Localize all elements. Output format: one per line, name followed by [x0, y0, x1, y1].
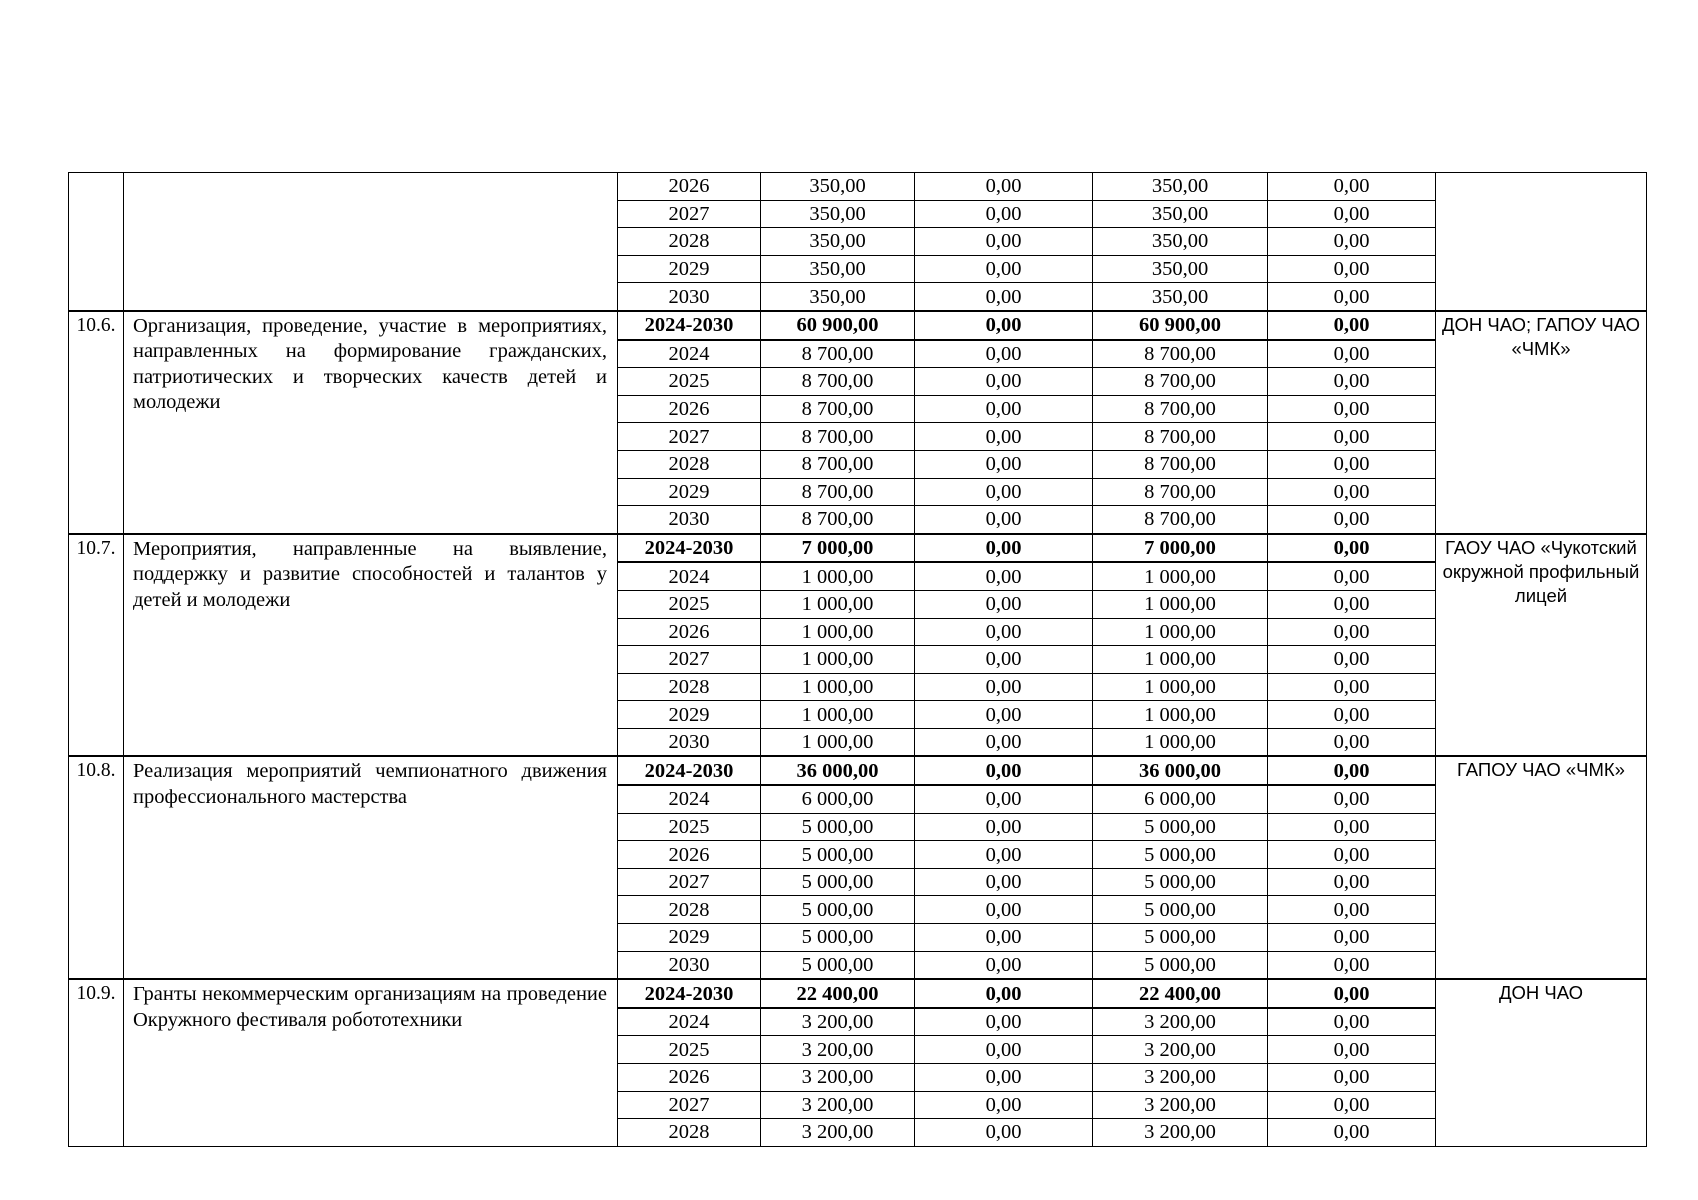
- federal-cell: 0,00: [915, 173, 1093, 201]
- year-cell: 2026: [618, 841, 761, 869]
- other-cell: 0,00: [1268, 228, 1436, 256]
- federal-cell: 0,00: [915, 841, 1093, 869]
- federal-cell: 0,00: [915, 1008, 1093, 1036]
- funding-table: [68, 172, 1647, 1147]
- federal-cell: 0,00: [915, 534, 1093, 563]
- other-cell: 0,00: [1268, 785, 1436, 813]
- section-name: Организация, проведение, участие в мероприятиях, направленных на формирование гражданских, патриотических и творческих качеств детей и молодежи: [124, 311, 618, 534]
- section-number: 10.7.: [69, 534, 124, 757]
- federal-cell: 0,00: [915, 562, 1093, 590]
- total-cell: 1 000,00: [761, 618, 915, 646]
- total-cell: 350,00: [761, 200, 915, 228]
- total-cell: 1 000,00: [761, 701, 915, 729]
- year-cell: 2025: [618, 813, 761, 841]
- year-cell: 2027: [618, 868, 761, 896]
- year-cell: 2024: [618, 340, 761, 368]
- other-cell: 0,00: [1268, 255, 1436, 283]
- federal-cell: 0,00: [915, 423, 1093, 451]
- federal-cell: 0,00: [915, 450, 1093, 478]
- regional-cell: 1 000,00: [1093, 562, 1268, 590]
- year-cell: 2027: [618, 423, 761, 451]
- year-cell: 2025: [618, 368, 761, 396]
- regional-cell: 350,00: [1093, 200, 1268, 228]
- regional-cell: 3 200,00: [1093, 1036, 1268, 1064]
- regional-cell: 5 000,00: [1093, 841, 1268, 869]
- other-cell: 0,00: [1268, 311, 1436, 340]
- federal-cell: 0,00: [915, 311, 1093, 340]
- total-cell: 1 000,00: [761, 646, 915, 674]
- regional-cell: 5 000,00: [1093, 896, 1268, 924]
- other-cell: 0,00: [1268, 368, 1436, 396]
- other-cell: 0,00: [1268, 1036, 1436, 1064]
- other-cell: 0,00: [1268, 395, 1436, 423]
- federal-cell: 0,00: [915, 368, 1093, 396]
- regional-cell: 8 700,00: [1093, 450, 1268, 478]
- federal-cell: 0,00: [915, 283, 1093, 311]
- section-number: 10.9.: [69, 979, 124, 1146]
- federal-cell: 0,00: [915, 701, 1093, 729]
- year-cell: 2024: [618, 785, 761, 813]
- total-cell: 5 000,00: [761, 924, 915, 952]
- section-responsible: ГАОУ ЧАО «Чукотский окружной профильный лицей: [1436, 534, 1647, 757]
- total-cell: 3 200,00: [761, 1119, 915, 1147]
- regional-cell: 1 000,00: [1093, 618, 1268, 646]
- regional-cell: 1 000,00: [1093, 701, 1268, 729]
- regional-cell: 5 000,00: [1093, 924, 1268, 952]
- federal-cell: 0,00: [915, 785, 1093, 813]
- other-cell: 0,00: [1268, 1064, 1436, 1092]
- other-cell: 0,00: [1268, 841, 1436, 869]
- total-cell: 8 700,00: [761, 340, 915, 368]
- continuation-responsible-cell: [1436, 173, 1647, 311]
- federal-cell: 0,00: [915, 868, 1093, 896]
- section-responsible: ДОН ЧАО: [1436, 979, 1647, 1146]
- other-cell: 0,00: [1268, 200, 1436, 228]
- regional-cell: 8 700,00: [1093, 340, 1268, 368]
- regional-cell: 350,00: [1093, 283, 1268, 311]
- other-cell: 0,00: [1268, 534, 1436, 563]
- federal-cell: 0,00: [915, 340, 1093, 368]
- other-cell: 0,00: [1268, 646, 1436, 674]
- regional-cell: 8 700,00: [1093, 368, 1268, 396]
- federal-cell: 0,00: [915, 590, 1093, 618]
- federal-cell: 0,00: [915, 951, 1093, 979]
- other-cell: 0,00: [1268, 951, 1436, 979]
- federal-cell: 0,00: [915, 1036, 1093, 1064]
- total-cell: 5 000,00: [761, 868, 915, 896]
- other-cell: 0,00: [1268, 673, 1436, 701]
- year-cell: 2030: [618, 728, 761, 756]
- year-cell: 2027: [618, 1091, 761, 1119]
- year-cell: 2027: [618, 200, 761, 228]
- other-cell: 0,00: [1268, 924, 1436, 952]
- total-cell: 7 000,00: [761, 534, 915, 563]
- regional-cell: 1 000,00: [1093, 590, 1268, 618]
- year-cell: 2028: [618, 1119, 761, 1147]
- other-cell: 0,00: [1268, 756, 1436, 785]
- federal-cell: 0,00: [915, 813, 1093, 841]
- year-cell: 2024-2030: [618, 756, 761, 785]
- regional-cell: 350,00: [1093, 173, 1268, 201]
- regional-cell: 6 000,00: [1093, 785, 1268, 813]
- regional-cell: 1 000,00: [1093, 646, 1268, 674]
- regional-cell: 8 700,00: [1093, 506, 1268, 534]
- federal-cell: 0,00: [915, 673, 1093, 701]
- regional-cell: 3 200,00: [1093, 1008, 1268, 1036]
- section-responsible: ДОН ЧАО; ГАПОУ ЧАО «ЧМК»: [1436, 311, 1647, 534]
- other-cell: 0,00: [1268, 1119, 1436, 1147]
- total-cell: 8 700,00: [761, 368, 915, 396]
- regional-cell: 350,00: [1093, 255, 1268, 283]
- year-cell: 2024: [618, 1008, 761, 1036]
- other-cell: 0,00: [1268, 562, 1436, 590]
- total-cell: 22 400,00: [761, 979, 915, 1008]
- year-cell: 2028: [618, 896, 761, 924]
- section-name: Мероприятия, направленные на выявление, поддержку и развитие способностей и талантов у детей и молодежи: [124, 534, 618, 757]
- total-cell: 3 200,00: [761, 1091, 915, 1119]
- section-total-row: [69, 534, 1647, 563]
- regional-cell: 350,00: [1093, 228, 1268, 256]
- regional-cell: 3 200,00: [1093, 1064, 1268, 1092]
- other-cell: 0,00: [1268, 423, 1436, 451]
- federal-cell: 0,00: [915, 228, 1093, 256]
- other-cell: 0,00: [1268, 701, 1436, 729]
- federal-cell: 0,00: [915, 618, 1093, 646]
- total-cell: 1 000,00: [761, 590, 915, 618]
- regional-cell: 3 200,00: [1093, 1091, 1268, 1119]
- year-cell: 2030: [618, 506, 761, 534]
- section-name: Гранты некоммерческим организациям на проведение Окружного фестиваля робототехники: [124, 979, 618, 1146]
- year-cell: 2028: [618, 673, 761, 701]
- total-cell: 350,00: [761, 173, 915, 201]
- other-cell: 0,00: [1268, 728, 1436, 756]
- year-cell: 2026: [618, 173, 761, 201]
- total-cell: 8 700,00: [761, 395, 915, 423]
- other-cell: 0,00: [1268, 1091, 1436, 1119]
- section-name: Реализация мероприятий чемпионатного движения профессионального мастерства: [124, 756, 618, 979]
- federal-cell: 0,00: [915, 1119, 1093, 1147]
- total-cell: 1 000,00: [761, 562, 915, 590]
- total-cell: 5 000,00: [761, 813, 915, 841]
- total-cell: 5 000,00: [761, 951, 915, 979]
- total-cell: 3 200,00: [761, 1064, 915, 1092]
- federal-cell: 0,00: [915, 924, 1093, 952]
- federal-cell: 0,00: [915, 756, 1093, 785]
- other-cell: 0,00: [1268, 813, 1436, 841]
- year-cell: 2026: [618, 395, 761, 423]
- other-cell: 0,00: [1268, 979, 1436, 1008]
- continuation-number-cell: [69, 173, 124, 311]
- regional-cell: 36 000,00: [1093, 756, 1268, 785]
- other-cell: 0,00: [1268, 283, 1436, 311]
- regional-cell: 8 700,00: [1093, 423, 1268, 451]
- regional-cell: 5 000,00: [1093, 951, 1268, 979]
- regional-cell: 7 000,00: [1093, 534, 1268, 563]
- regional-cell: 5 000,00: [1093, 813, 1268, 841]
- year-cell: 2024-2030: [618, 534, 761, 563]
- federal-cell: 0,00: [915, 728, 1093, 756]
- other-cell: 0,00: [1268, 450, 1436, 478]
- regional-cell: 1 000,00: [1093, 673, 1268, 701]
- total-cell: 8 700,00: [761, 423, 915, 451]
- federal-cell: 0,00: [915, 200, 1093, 228]
- regional-cell: 60 900,00: [1093, 311, 1268, 340]
- section-number: 10.6.: [69, 311, 124, 534]
- year-cell: 2024-2030: [618, 311, 761, 340]
- total-cell: 5 000,00: [761, 896, 915, 924]
- total-cell: 350,00: [761, 255, 915, 283]
- federal-cell: 0,00: [915, 1091, 1093, 1119]
- regional-cell: 8 700,00: [1093, 478, 1268, 506]
- total-cell: 8 700,00: [761, 478, 915, 506]
- federal-cell: 0,00: [915, 979, 1093, 1008]
- continuation-name-cell: [124, 173, 618, 311]
- year-cell: 2029: [618, 478, 761, 506]
- total-cell: 1 000,00: [761, 673, 915, 701]
- section-total-row: [69, 979, 1647, 1008]
- federal-cell: 0,00: [915, 395, 1093, 423]
- federal-cell: 0,00: [915, 646, 1093, 674]
- total-cell: 5 000,00: [761, 841, 915, 869]
- other-cell: 0,00: [1268, 478, 1436, 506]
- year-cell: 2026: [618, 1064, 761, 1092]
- year-cell: 2025: [618, 1036, 761, 1064]
- regional-cell: 8 700,00: [1093, 395, 1268, 423]
- total-cell: 3 200,00: [761, 1008, 915, 1036]
- year-cell: 2026: [618, 618, 761, 646]
- year-cell: 2028: [618, 228, 761, 256]
- section-number: 10.8.: [69, 756, 124, 979]
- regional-cell: 3 200,00: [1093, 1119, 1268, 1147]
- federal-cell: 0,00: [915, 255, 1093, 283]
- year-cell: 2027: [618, 646, 761, 674]
- total-cell: 60 900,00: [761, 311, 915, 340]
- federal-cell: 0,00: [915, 1064, 1093, 1092]
- year-cell: 2030: [618, 951, 761, 979]
- section-total-row: [69, 311, 1647, 340]
- year-cell: 2030: [618, 283, 761, 311]
- year-cell: 2029: [618, 701, 761, 729]
- other-cell: 0,00: [1268, 896, 1436, 924]
- total-cell: 6 000,00: [761, 785, 915, 813]
- other-cell: 0,00: [1268, 340, 1436, 368]
- federal-cell: 0,00: [915, 506, 1093, 534]
- federal-cell: 0,00: [915, 478, 1093, 506]
- total-cell: 8 700,00: [761, 506, 915, 534]
- other-cell: 0,00: [1268, 506, 1436, 534]
- regional-cell: 22 400,00: [1093, 979, 1268, 1008]
- table-row: [69, 173, 1647, 201]
- table-body: [69, 173, 1647, 1147]
- other-cell: 0,00: [1268, 868, 1436, 896]
- section-total-row: [69, 756, 1647, 785]
- section-responsible: ГАПОУ ЧАО «ЧМК»: [1436, 756, 1647, 979]
- other-cell: 0,00: [1268, 173, 1436, 201]
- year-cell: 2029: [618, 255, 761, 283]
- other-cell: 0,00: [1268, 1008, 1436, 1036]
- year-cell: 2028: [618, 450, 761, 478]
- total-cell: 8 700,00: [761, 450, 915, 478]
- total-cell: 350,00: [761, 283, 915, 311]
- federal-cell: 0,00: [915, 896, 1093, 924]
- total-cell: 3 200,00: [761, 1036, 915, 1064]
- regional-cell: 1 000,00: [1093, 728, 1268, 756]
- other-cell: 0,00: [1268, 618, 1436, 646]
- year-cell: 2024-2030: [618, 979, 761, 1008]
- year-cell: 2029: [618, 924, 761, 952]
- total-cell: 350,00: [761, 228, 915, 256]
- total-cell: 1 000,00: [761, 728, 915, 756]
- year-cell: 2024: [618, 562, 761, 590]
- total-cell: 36 000,00: [761, 756, 915, 785]
- other-cell: 0,00: [1268, 590, 1436, 618]
- regional-cell: 5 000,00: [1093, 868, 1268, 896]
- year-cell: 2025: [618, 590, 761, 618]
